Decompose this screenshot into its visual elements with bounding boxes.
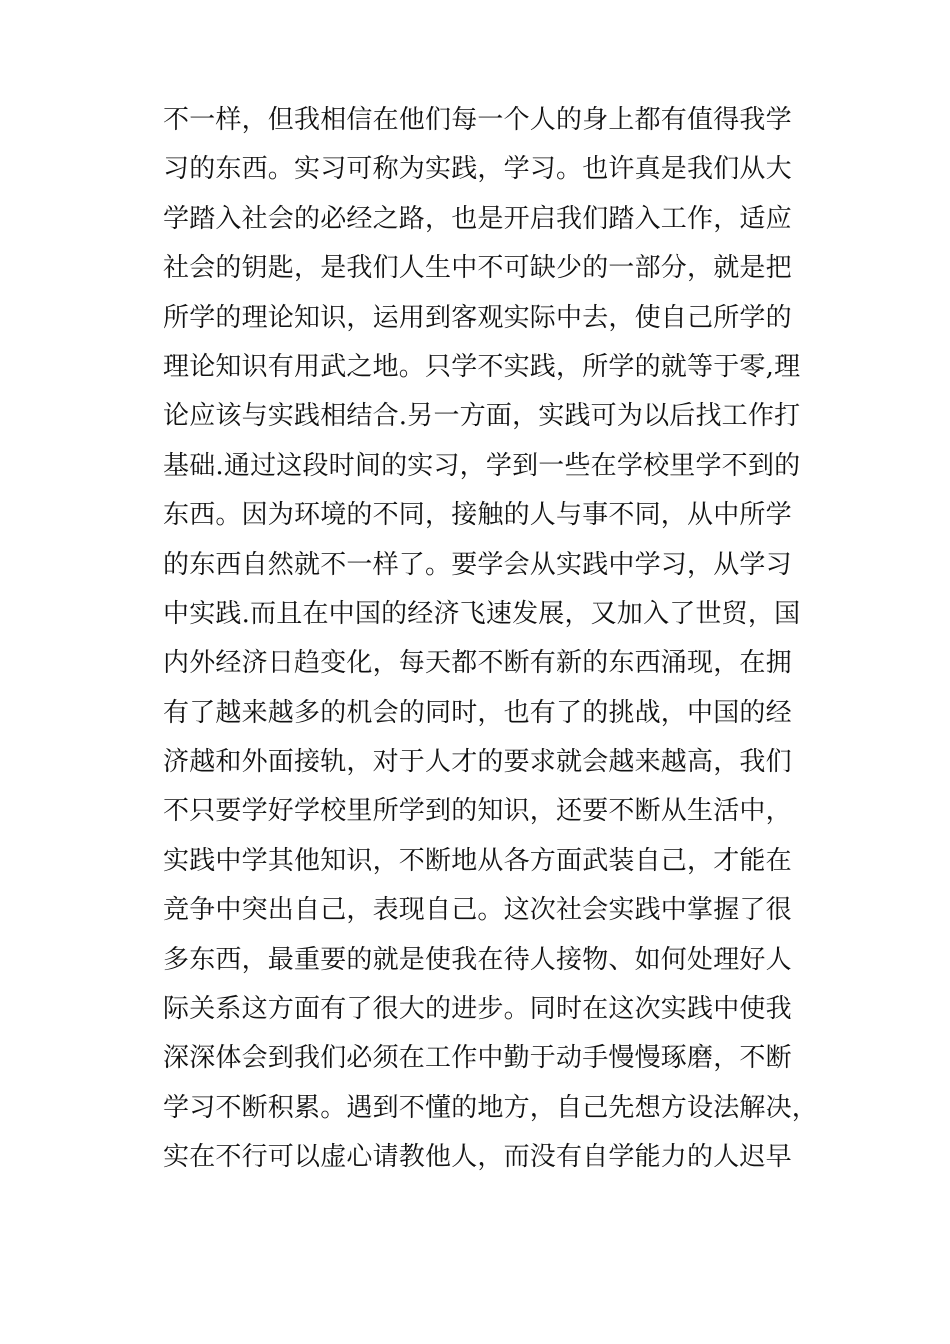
text-line: 多东西，最重要的就是使我在待人接物、如何处理好人 <box>163 944 792 975</box>
text-line: 济越和外面接轨，对于人才的要求就会越来越高，我们 <box>163 747 792 778</box>
text-line: 基础.通过这段时间的实习，学到一些在学校里学不到的 <box>163 450 801 481</box>
text-line: 的东西自然就不一样了。要学会从实践中学习，从学习 <box>163 549 792 580</box>
text-line: 东西。因为环境的不同，接触的人与事不同，从中所学 <box>163 500 792 531</box>
text-line: 学踏入社会的必经之路，也是开启我们踏入工作，适应 <box>163 203 792 234</box>
text-line: 不一样，但我相信在他们每一个人的身上都有值得我学 <box>163 105 792 135</box>
text-line: 深深体会到我们必须在工作中勤于动手慢慢琢磨，不断 <box>163 1043 792 1074</box>
body-text <box>163 96 819 1183</box>
text-line: 习的东西。实习可称为实践，学习。也许真是我们从大 <box>163 154 792 185</box>
text-line: 中实践.而且在中国的经济飞速发展，又加入了世贸，国 <box>163 598 801 629</box>
text-line: 实践中学其他知识，不断地从各方面武装自己，才能在 <box>163 845 792 876</box>
text-line: 理论知识有用武之地。只学不实践，所学的就等于零,理 <box>163 351 801 382</box>
text-line: 竞争中突出自己，表现自己。这次社会实践中掌握了很 <box>163 895 792 926</box>
text-line: 学习不断积累。遇到不懂的地方，自己先想方设法解决， <box>163 1092 819 1123</box>
text-line: 社会的钥匙，是我们人生中不可缺少的一部分，就是把 <box>163 253 792 284</box>
text-line: 有了越来越多的机会的同时，也有了的挑战，中国的经 <box>163 697 792 728</box>
text-line: 内外经济日趋变化，每天都不断有新的东西涌现，在拥 <box>163 648 792 679</box>
text-line: 所学的理论知识，运用到客观实际中去，使自己所学的 <box>163 302 792 333</box>
text-line: 不只要学好学校里所学到的知识，还要不断从生活中， <box>163 796 792 827</box>
text-line: 实在不行可以虚心请教他人，而没有自学能力的人迟早 <box>163 1142 792 1173</box>
text-line: 论应该与实践相结合.另一方面，实践可为以后找工作打 <box>163 401 801 432</box>
text-line: 际关系这方面有了很大的进步。同时在这次实践中使我 <box>163 994 792 1025</box>
